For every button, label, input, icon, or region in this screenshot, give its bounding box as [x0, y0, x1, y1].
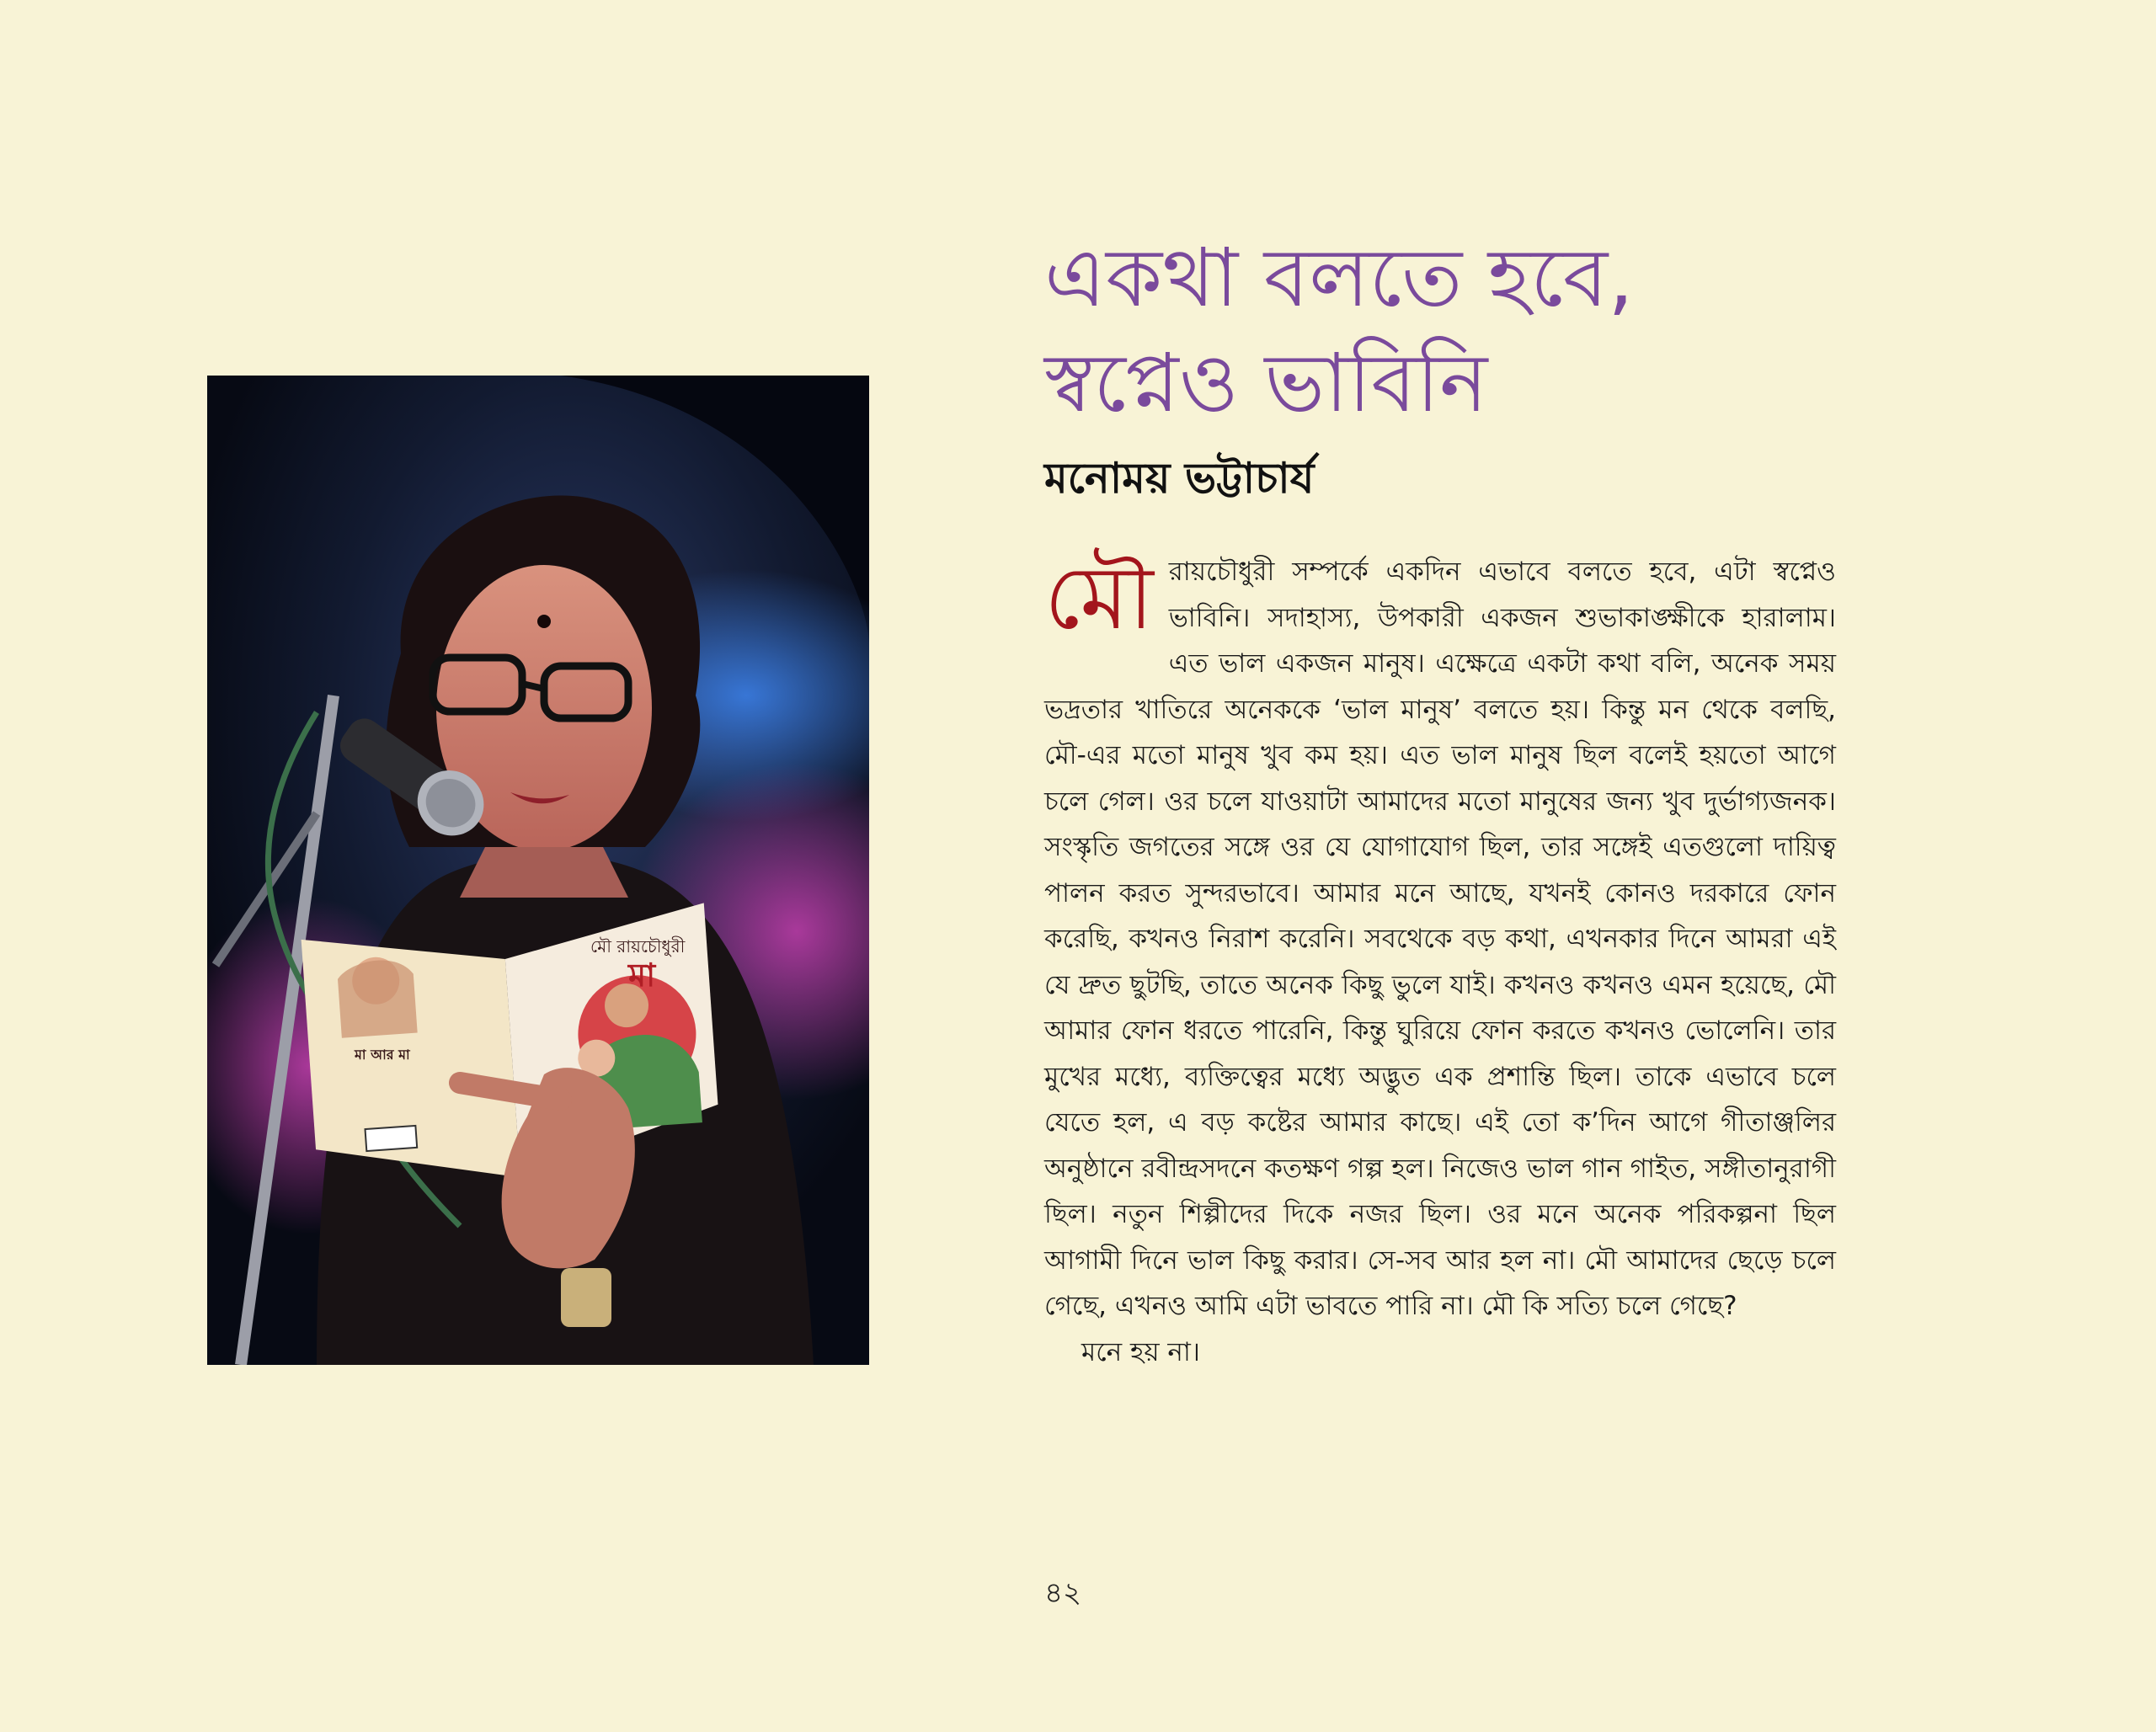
article-body — [1044, 546, 1836, 1375]
reader-photo-illustration — [207, 376, 869, 1365]
dropcap: মৌ — [1044, 546, 1154, 649]
book-inner-heading: মা আর মা — [355, 1047, 410, 1063]
author-byline: মনোময় ভট্টাচার্য — [1044, 454, 1315, 503]
title-line-1: একথা বলতে হবে, — [1044, 231, 1634, 325]
article-title — [1044, 226, 1886, 436]
article-paragraph — [1044, 546, 1836, 1330]
closing-line: মনে হয় না। — [1081, 1336, 1201, 1367]
article-photo — [207, 376, 869, 1365]
paragraph-text: রায়চৌধুরী সম্পর্কে একদিন এভাবে বলতে হবে, এটা স্বপ্নেও ভাবিনি। সদাহাস্য, উপকারী একজন শুভাকাঙ্ক্ষীকে হারালাম। এত ভাল একজন মানুষ। এক্ষেত্রে একটা কথা বলি, অনেক সময় ভদ্রতার খাতিরে অনেককে ‘ভাল মানুষ’ বলতে হয়। কিন্তু মন থেকে বলছি, মৌ-এর মতো মানুষ খুব কম হয়। এত ভাল মানুষ ছিল বলেই হয়তো আগে চলে গেল। ওর চলে যাওয়াটা আমাদের মতো মানুষের জন্য খুব দুর্ভাগ্যজনক। সংস্কৃতি জগতের সঙ্গে ওর যে যোগাযোগ ছিল, তার সঙ্গেই এতগুলো দায়িত্ব পালন করত সুন্দরভাবে। আমার মনে আছে, যখনই কোনও দরকারে ফোন করেছি, কখনও নিরাশ করেনি। সবথেকে বড় কথা, এখনকার দিনে আমরা এই যে দ্রুত ছুটছি, তাতে অনেক কিছু ভুলে যাই। কখনও কখনও এমন হয়েছে, মৌ আমার ফোন ধরতে পারেনি, কিন্তু ঘুরিয়ে ফোন করতে কখনও ভোলেনি। তার মুখের মধ্যে, ব্যক্তিত্বের মধ্যে অদ্ভুত এক প্রশান্তি ছিল। তাকে এভাবে চলে যেতে হল, এ বড় কষ্টের আমার কাছে। এই তো ক’দিন আগে গীতাঞ্জলির অনুষ্ঠানে রবীন্দ্রসদনে কতক্ষণ গল্প হল। নিজেও ভাল গান গাইত, সঙ্গীতানুরাগী ছিল। নতুন শিল্পীদের দিকে নজর ছিল। ওর মনে অনেক পরিকল্পনা ছিল আগামী দিনে ভাল কিছু করার। সে-সব আর হল না। মৌ আমাদের ছেড়ে চলে গেছে, এখনও আমি এটা ভাবতে পারি না। মৌ কি সত্যি চলে গেছে? — [1044, 557, 1836, 1321]
page-number: ৪২ — [1044, 1576, 1082, 1610]
book-title-text: মা — [628, 957, 656, 994]
book-author-text: মৌ রায়চৌধুরী — [590, 936, 686, 957]
title-line-2: স্বপ্নেও ভাবিনি — [1044, 336, 1488, 430]
